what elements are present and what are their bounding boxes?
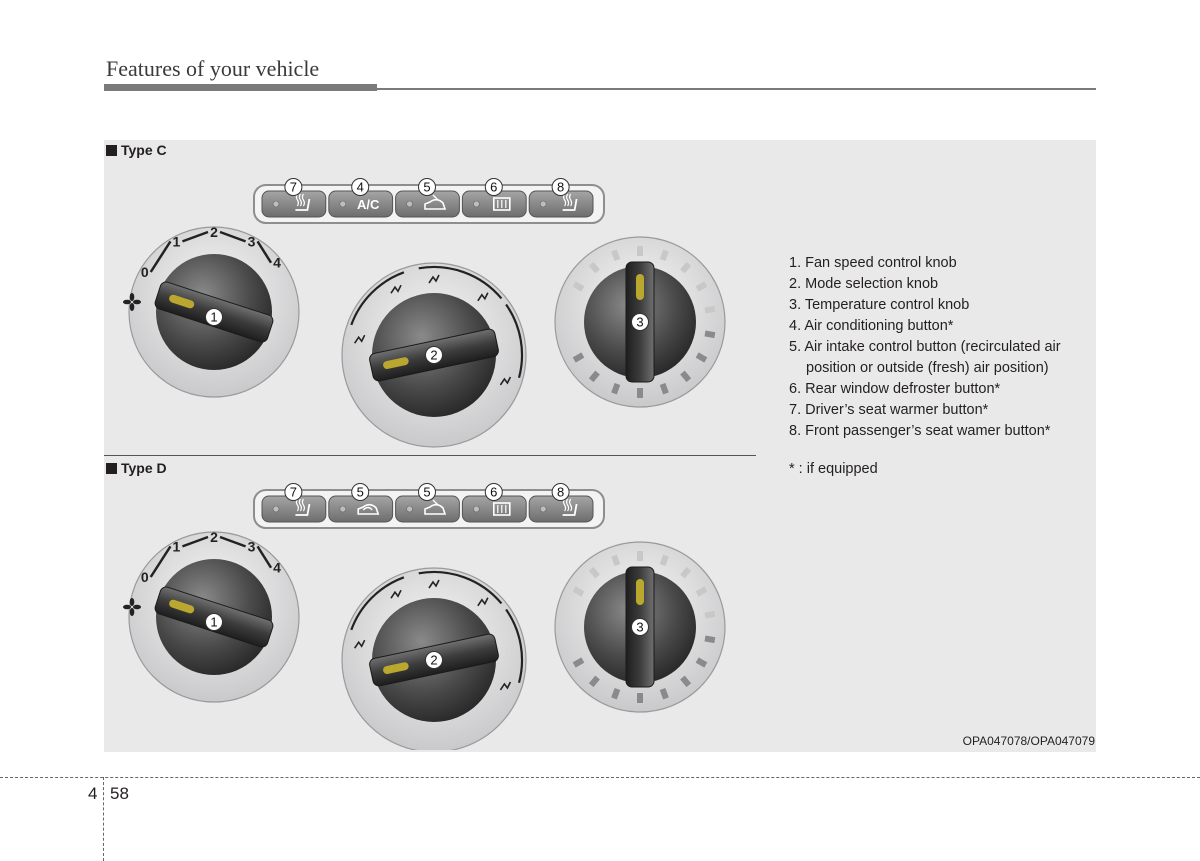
callout-3: 3 xyxy=(636,314,644,330)
legend-item: 6. Rear window defroster button* xyxy=(789,381,1001,397)
callout-1: 1 xyxy=(210,614,218,630)
fan-speed-label: 3 xyxy=(247,538,256,555)
temperature-scale-segment xyxy=(614,384,617,393)
type-d-label: Type D xyxy=(106,460,167,476)
fan-speed-label: 0 xyxy=(140,264,149,280)
callout-1: 1 xyxy=(210,309,218,325)
callout-6: 6 xyxy=(490,179,498,195)
fan-speed-label: 0 xyxy=(140,569,149,585)
button-led xyxy=(340,201,346,207)
fan-speed-label: 4 xyxy=(273,254,281,271)
legend-item: 4. Air conditioning button* xyxy=(789,318,954,334)
fan-speed-label: 1 xyxy=(172,538,181,555)
footer-dashed-rule xyxy=(0,777,1200,778)
callout-8: 8 xyxy=(556,179,565,195)
page-header-title: Features of your vehicle xyxy=(106,56,320,81)
callout-7: 7 xyxy=(289,179,298,195)
button-led xyxy=(540,506,546,512)
button-led xyxy=(540,201,546,207)
legend-item: 2. Mode selection knob xyxy=(789,276,939,292)
temperature-scale-segment xyxy=(705,309,715,311)
callout-2: 2 xyxy=(430,347,438,363)
legend-item: 7. Driver’s seat warmer button* xyxy=(789,402,989,418)
callout-3: 3 xyxy=(636,619,644,635)
legend-list xyxy=(789,253,1089,442)
page-number: 58 xyxy=(110,784,129,803)
legend-item: 3. Temperature control knob xyxy=(789,297,970,313)
panel-divider xyxy=(104,455,756,456)
callout-2: 2 xyxy=(430,652,438,668)
fan-speed-label: 3 xyxy=(247,233,256,250)
callout-7: 7 xyxy=(289,484,298,500)
fan-speed-label: 2 xyxy=(210,224,218,240)
callout-4: 4 xyxy=(356,179,364,195)
header-rule-thick xyxy=(104,84,377,91)
temperature-scale-segment xyxy=(614,556,617,565)
footer-dashed-vertical xyxy=(103,777,104,861)
button-led xyxy=(407,506,413,512)
header-rule-thin xyxy=(377,88,1096,90)
callout-6: 6 xyxy=(490,484,498,500)
temperature-scale-segment xyxy=(705,333,715,335)
type-d-control-panel xyxy=(104,475,756,750)
callout-8: 8 xyxy=(556,484,565,500)
figure-code: OPA047078/OPA047079 xyxy=(962,734,1095,748)
button-led xyxy=(273,506,279,512)
type-c-control-panel xyxy=(104,170,756,455)
temperature-scale-segment xyxy=(614,689,617,698)
button-led xyxy=(340,506,346,512)
ac-label: A/C xyxy=(357,197,380,212)
temperature-scale-segment xyxy=(663,251,666,260)
button-led xyxy=(473,201,479,207)
button-led xyxy=(407,201,413,207)
temperature-indicator xyxy=(636,274,644,300)
legend-item: 1. Fan speed control knob xyxy=(789,255,957,271)
temperature-scale-segment xyxy=(614,251,617,260)
button-led xyxy=(273,201,279,207)
temperature-scale-segment xyxy=(663,689,666,698)
type-c-label: Type C xyxy=(106,142,167,158)
fan-speed-label: 1 xyxy=(172,233,181,250)
temperature-scale-segment xyxy=(705,614,715,616)
button-led xyxy=(473,506,479,512)
callout-5: 5 xyxy=(423,484,431,500)
legend-item: 8. Front passenger’s seat wamer button* xyxy=(789,423,1051,439)
callout-5: 5 xyxy=(423,179,431,195)
legend-item: 5. Air intake control button (recirculated air position or outside (fresh) air position) xyxy=(789,339,1061,376)
footnote: * : if equipped xyxy=(789,461,878,477)
temperature-scale-segment xyxy=(663,384,666,393)
temperature-indicator xyxy=(636,579,644,605)
temperature-scale-segment xyxy=(663,556,666,565)
callout-5: 5 xyxy=(356,484,364,500)
fan-speed-label: 2 xyxy=(210,529,218,545)
page-chapter: 4 xyxy=(88,784,98,803)
fan-speed-label: 4 xyxy=(273,559,281,576)
temperature-scale-segment xyxy=(705,638,715,640)
